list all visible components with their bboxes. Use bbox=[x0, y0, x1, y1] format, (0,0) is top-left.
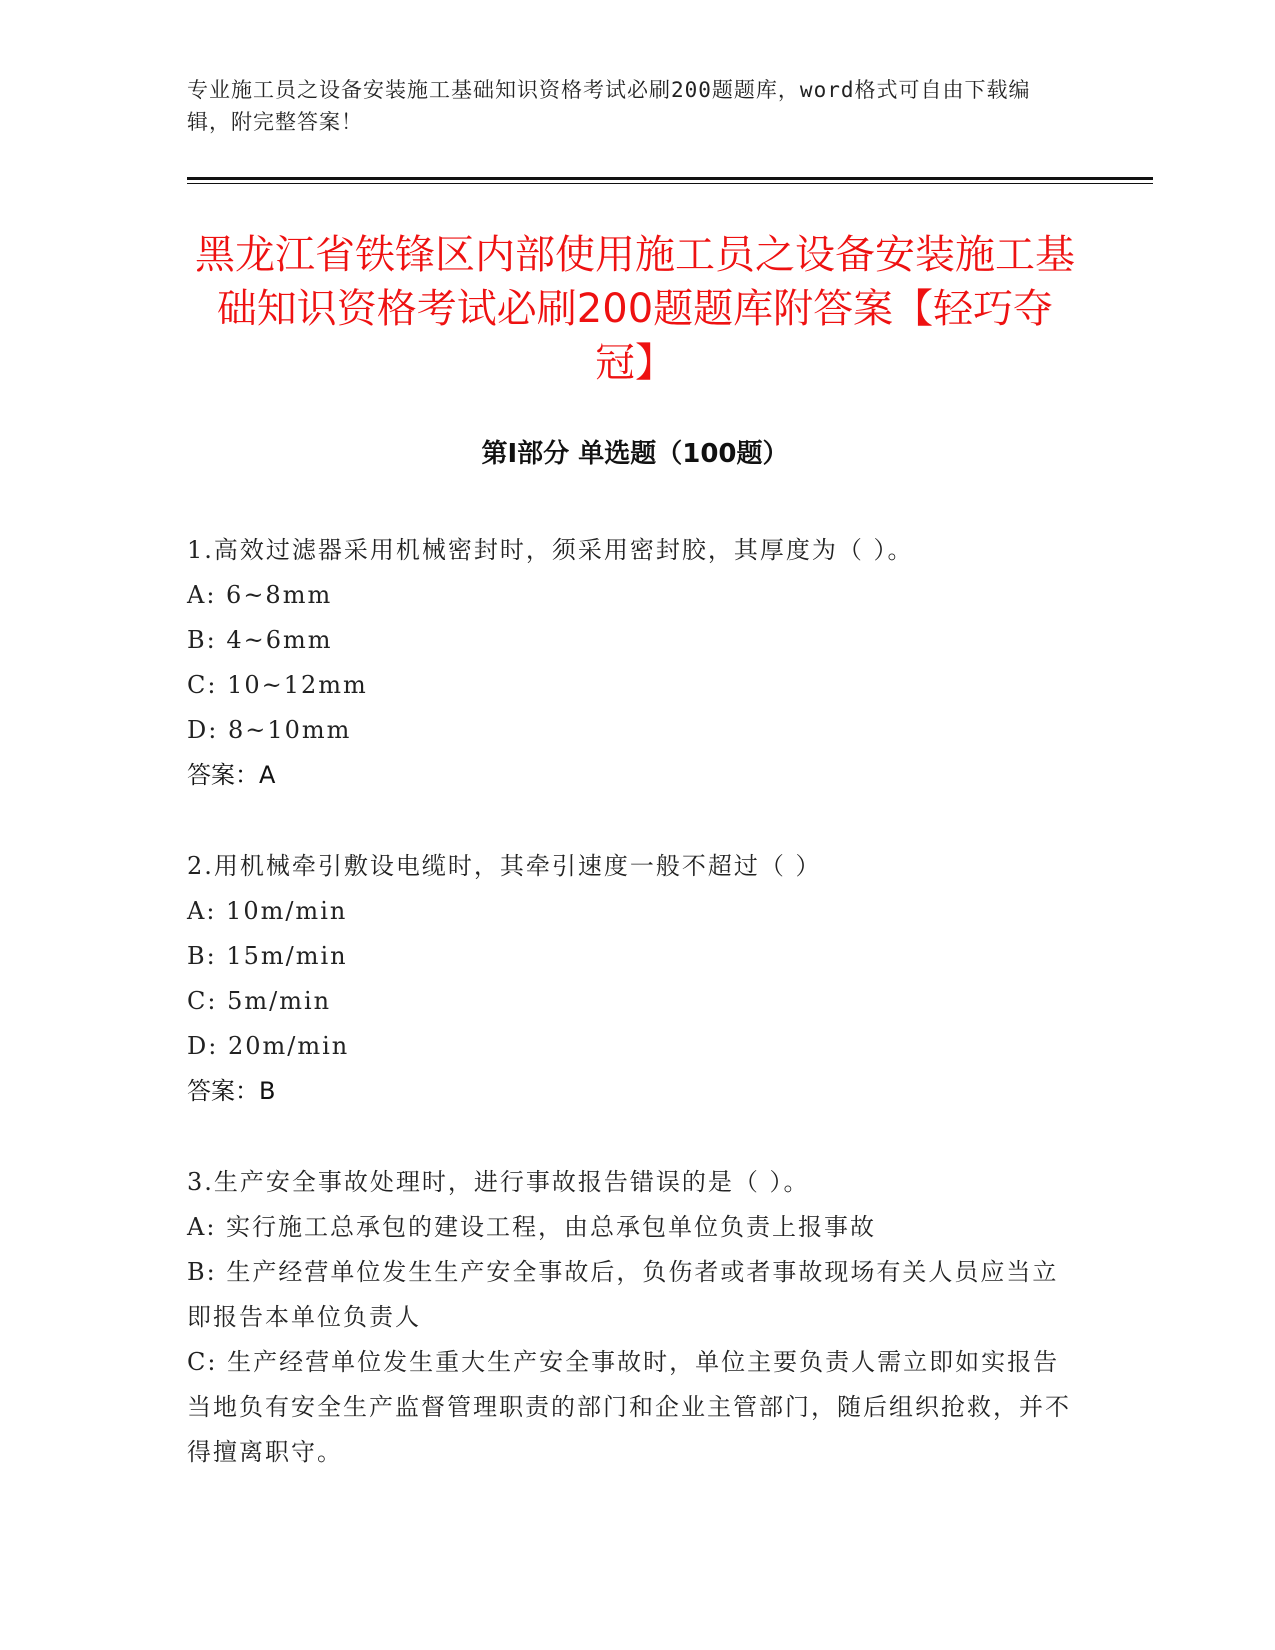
answer-text: 答案：B bbox=[187, 1077, 276, 1105]
question-1 bbox=[187, 528, 1077, 798]
option-a: A: 10m/min bbox=[187, 897, 348, 925]
answer-text: 答案：A bbox=[187, 761, 276, 789]
question-3 bbox=[187, 1160, 1077, 1475]
option-b: B: 生产经营单位发生生产安全事故后，负伤者或者事故现场有关人员应当立即报告本单位负责人 bbox=[187, 1258, 1059, 1331]
option-c: C: 10~12mm bbox=[187, 671, 368, 699]
option-d: D: 20m/min bbox=[187, 1032, 350, 1060]
question-2 bbox=[187, 844, 1077, 1114]
option-b: B: 4~6mm bbox=[187, 626, 333, 654]
header-divider-thin bbox=[187, 183, 1153, 184]
option-a: A: 实行施工总承包的建设工程，由总承包单位负责上报事故 bbox=[187, 1213, 877, 1241]
document-title: 黑龙江省铁锋区内部使用施工员之设备安装施工基础知识资格考试必刷200题题库附答案【轻巧夺冠】 bbox=[195, 232, 1075, 386]
option-b: B: 15m/min bbox=[187, 942, 348, 970]
question-text: 1.高效过滤器采用机械密封时，须采用密封胶，其厚度为（ ）。 bbox=[187, 536, 914, 564]
option-c: C: 生产经营单位发生重大生产安全事故时，单位主要负责人需立即如实报告当地负有安全生产监督管理职责的部门和企业主管部门，随后组织抢救，并不得擅离职守。 bbox=[187, 1348, 1071, 1466]
question-list bbox=[187, 528, 1077, 1521]
option-d: D: 8~10mm bbox=[187, 716, 352, 744]
option-a: A: 6~8mm bbox=[187, 581, 333, 609]
section-title: 第Ⅰ部分 单选题（100题） bbox=[481, 439, 789, 469]
header-divider-thick bbox=[187, 177, 1153, 180]
question-text: 3.生产安全事故处理时，进行事故报告错误的是（ ）。 bbox=[187, 1168, 810, 1196]
header-note: 专业施工员之设备安装施工基础知识资格考试必刷200题题库，word格式可自由下载编辑，附完整答案！ bbox=[187, 78, 1031, 134]
question-text: 2.用机械牵引敷设电缆时，其牵引速度一般不超过（ ） bbox=[187, 852, 822, 880]
option-c: C: 5m/min bbox=[187, 987, 332, 1015]
